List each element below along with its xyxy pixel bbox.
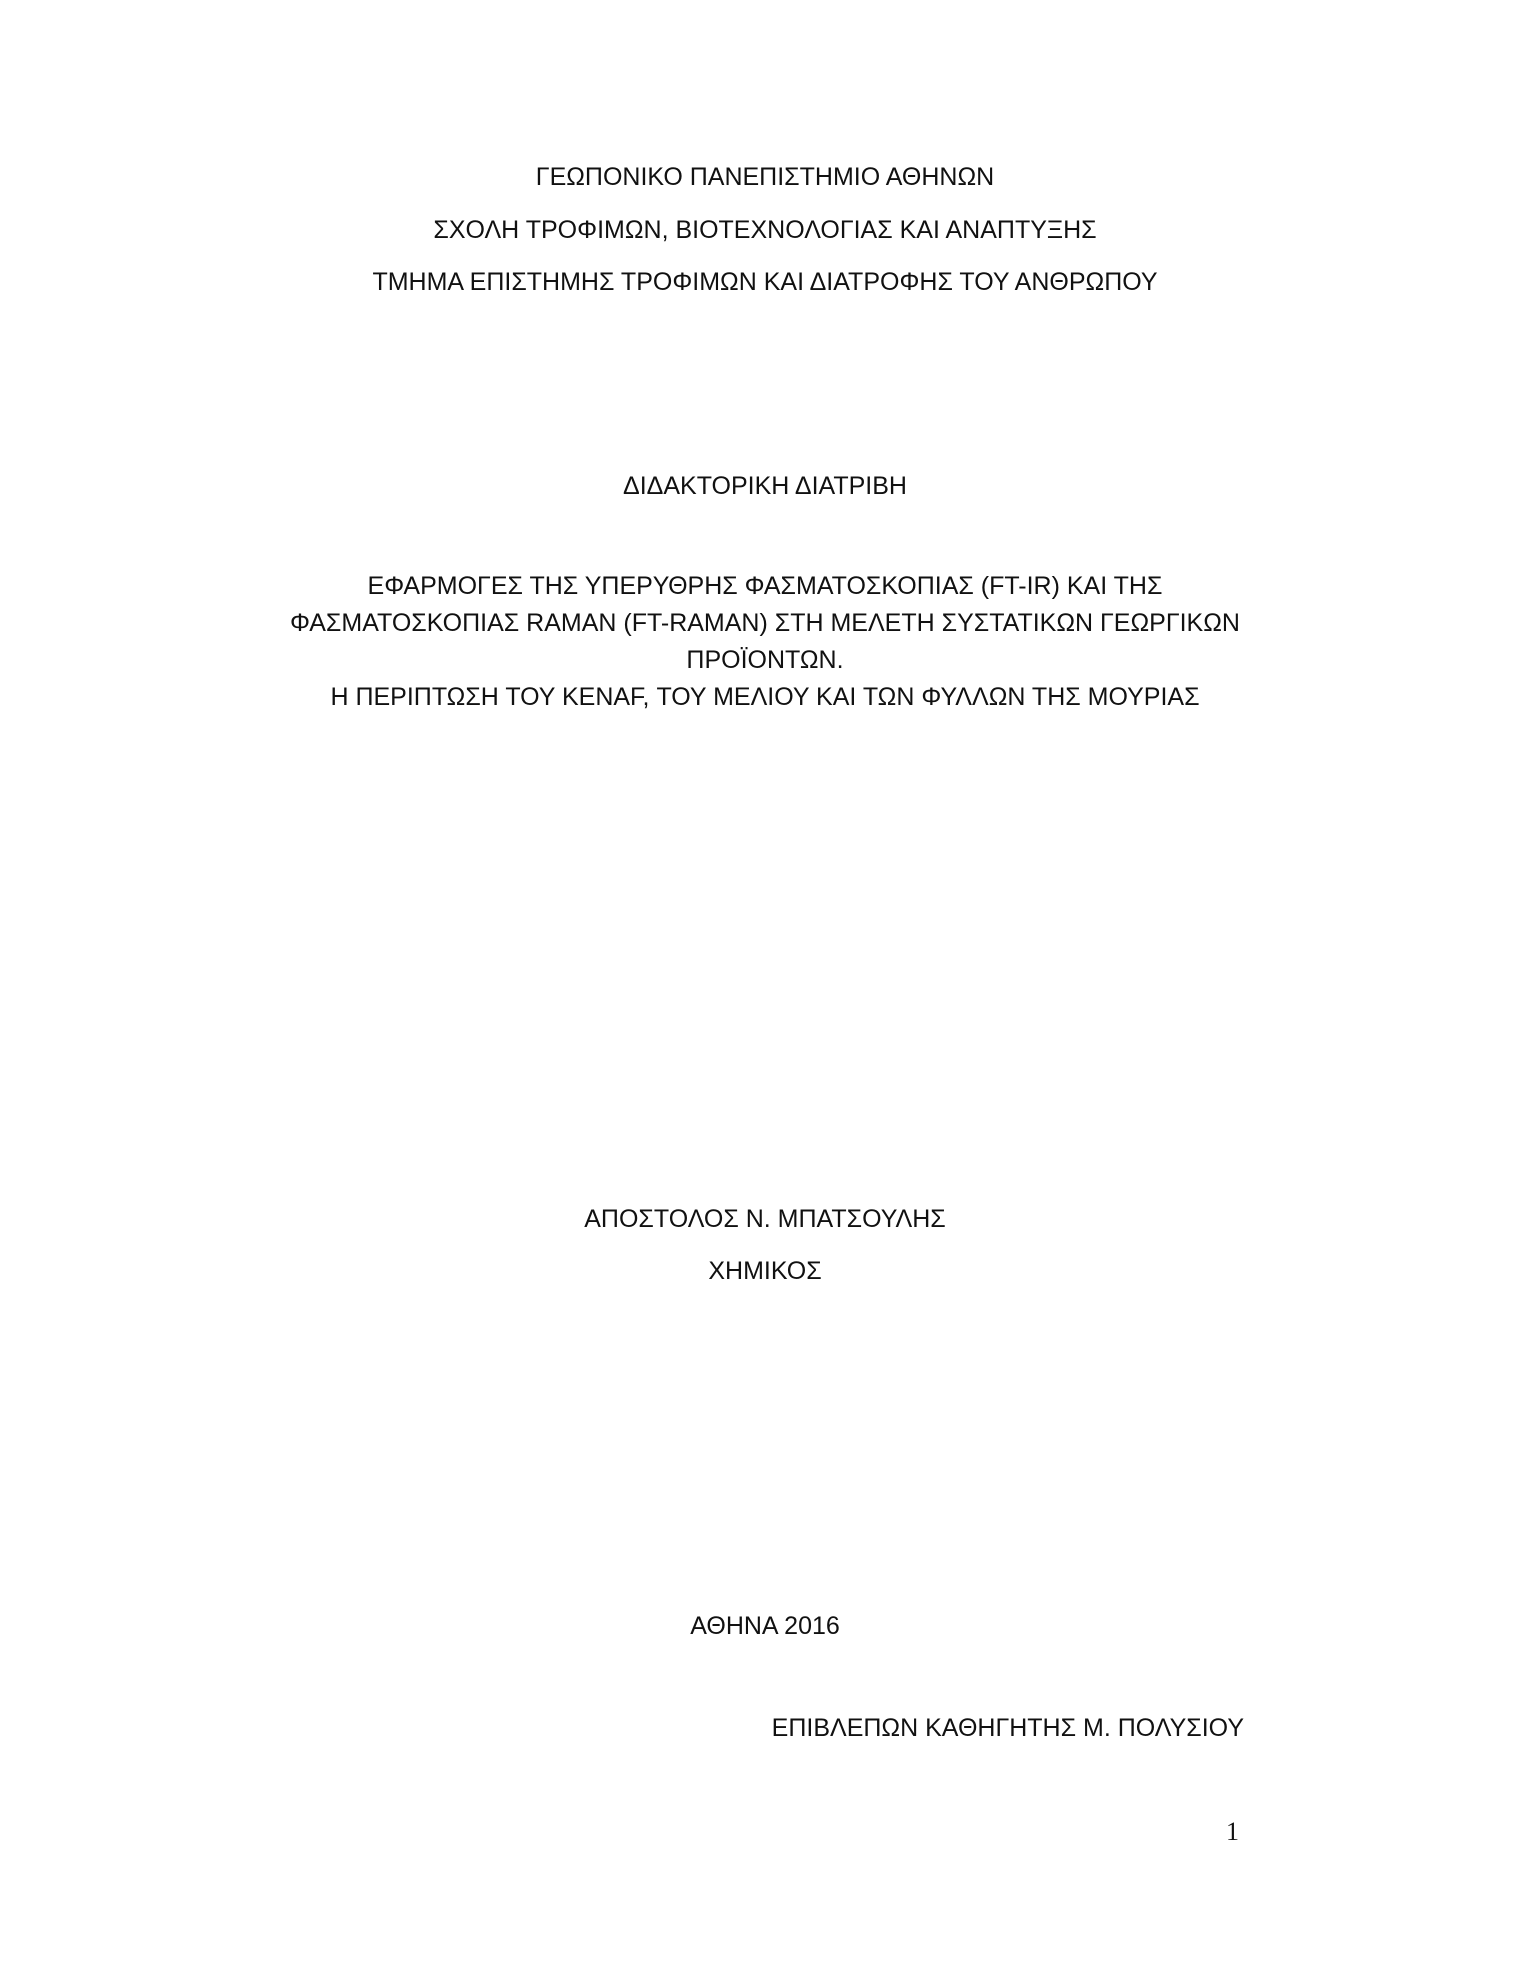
school-name: ΣΧΟΛΗ ΤΡΟΦΙΜΩΝ, ΒΙΟΤΕΧΝΟΛΟΓΙΑΣ ΚΑΙ ΑΝΑΠΤΥΞΗΣ	[433, 216, 1097, 244]
thesis-title-line: ΦΑΣΜΑΤΟΣΚΟΠΙΑΣ RAMAN (FT-RAMAN) ΣΤΗ ΜΕΛΕΤΗ ΣΥΣΤΑΤΙΚΩΝ ΓΕΩΡΓΙΚΩΝ	[290, 609, 1240, 637]
document-type: ΔΙΔΑΚΤΟΡΙΚΗ ΔΙΑΤΡΙΒΗ	[623, 472, 907, 500]
author-name: ΑΠΟΣΤΟΛΟΣ Ν. ΜΠΑΤΣΟΥΛΗΣ	[584, 1205, 946, 1233]
place-year: ΑΘΗΝΑ 2016	[690, 1612, 840, 1640]
page-number: 1	[1226, 1817, 1239, 1846]
thesis-title-line: ΕΦΑΡΜΟΓΕΣ ΤΗΣ ΥΠΕΡΥΘΡΗΣ ΦΑΣΜΑΤΟΣΚΟΠΙΑΣ (FT-IR) ΚΑΙ ΤΗΣ	[367, 572, 1163, 600]
university-name: ΓΕΩΠΟΝΙΚΟ ΠΑΝΕΠΙΣΤΗΜΙΟ ΑΘΗΝΩΝ	[535, 163, 995, 191]
supervisor: ΕΠΙΒΛΕΠΩΝ ΚΑΘΗΓΗΤΗΣ Μ. ΠΟΛΥΣΙΟΥ	[771, 1714, 1244, 1742]
thesis-title	[0, 568, 1530, 716]
department-name: ΤΜΗΜΑ ΕΠΙΣΤΗΜΗΣ ΤΡΟΦΙΜΩΝ ΚΑΙ ΔΙΑΤΡΟΦΗΣ ΤΟΥ ΑΝΘΡΩΠΟΥ	[372, 268, 1158, 296]
thesis-title-line: Η ΠΕΡΙΠΤΩΣΗ ΤΟΥ KENAF, ΤΟΥ ΜΕΛΙΟΥ ΚΑΙ ΤΩΝ ΦΥΛΛΩΝ ΤΗΣ ΜΟΥΡΙΑΣ	[330, 683, 1200, 711]
thesis-title-line: ΠΡΟΪΟΝΤΩΝ.	[686, 646, 844, 674]
author-profession: ΧΗΜΙΚΟΣ	[708, 1257, 822, 1285]
